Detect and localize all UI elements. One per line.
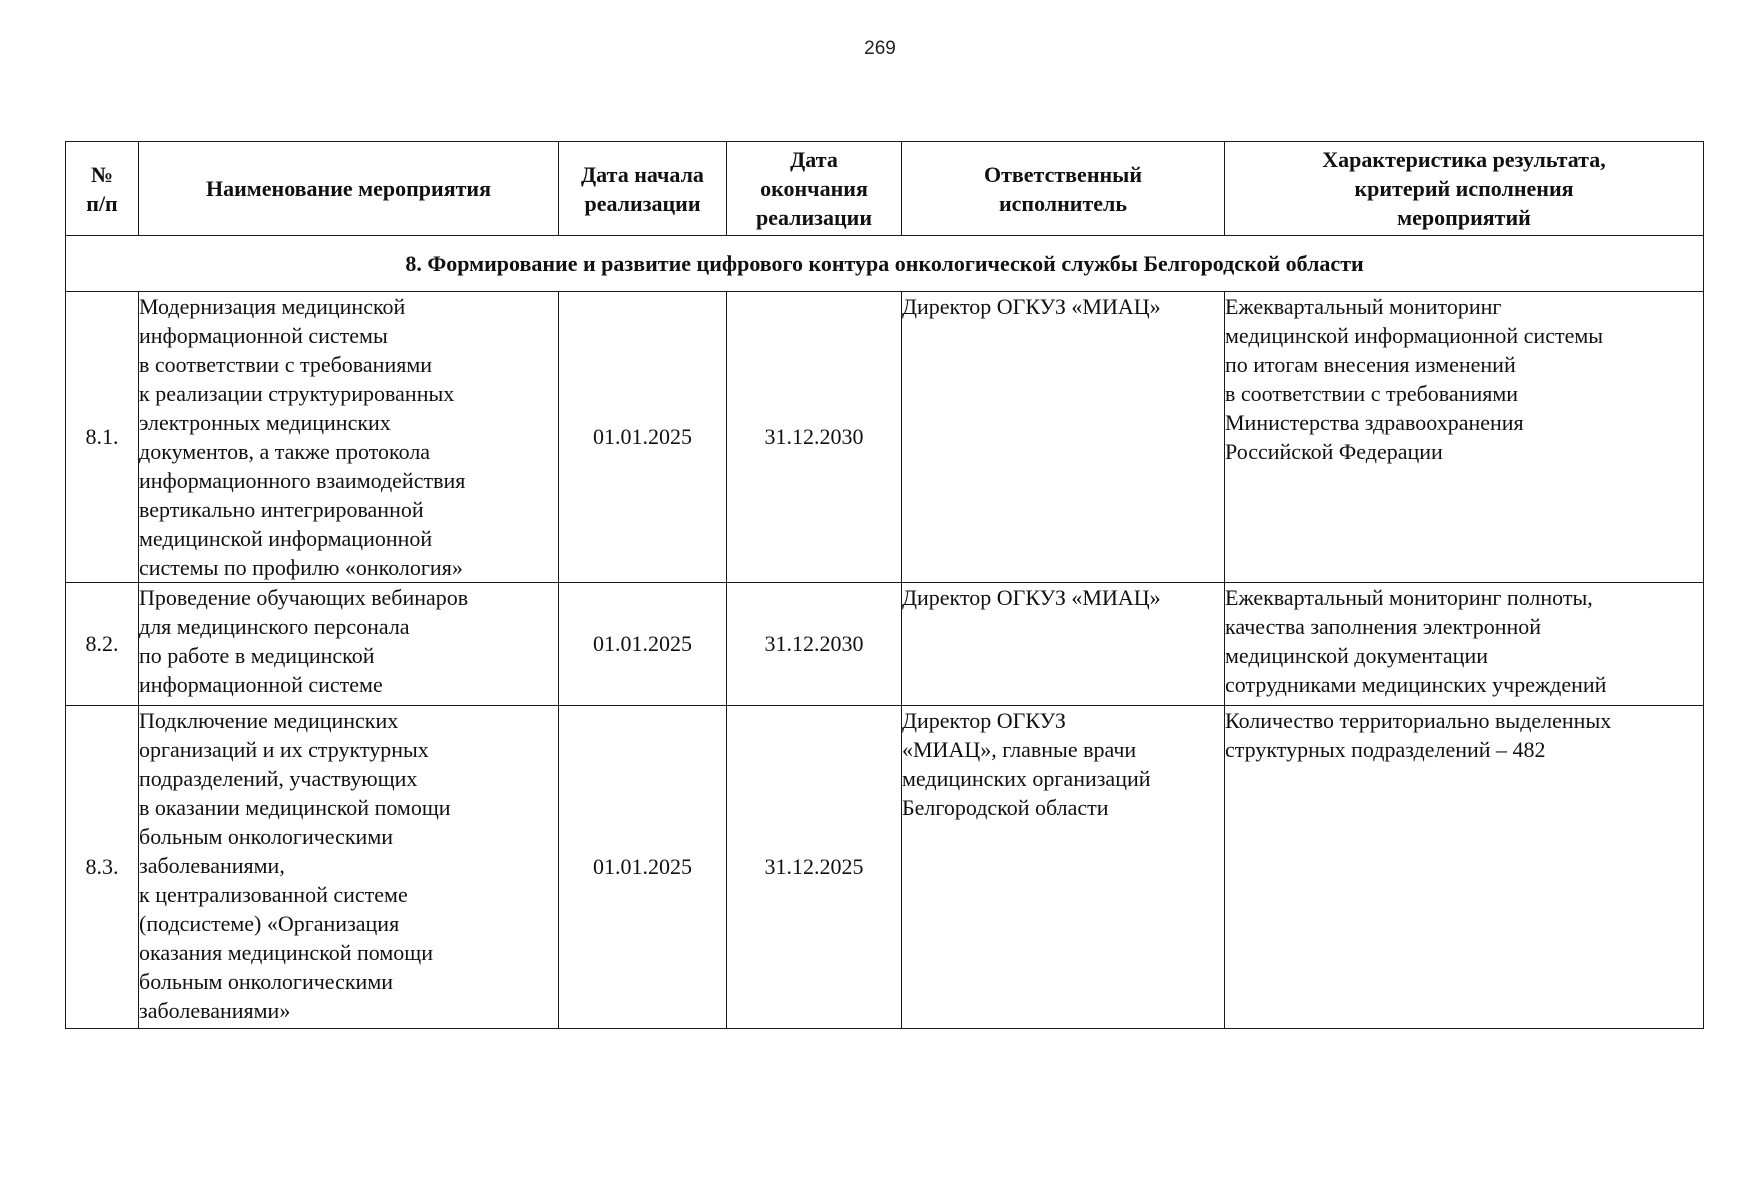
row-number: 8.3. — [66, 706, 139, 1029]
activity-name-line: к централизованной системе — [139, 882, 408, 907]
header-num-line: № — [90, 161, 114, 187]
responsible-executor — [902, 292, 1225, 583]
activity-name-line: подразделений, участвующих — [139, 766, 418, 791]
result-line: медицинской документации — [1225, 643, 1489, 668]
responsible-line: медицинских организаций — [902, 766, 1151, 791]
header-num-line: п/п — [86, 190, 118, 216]
responsible-line: Директор ОГКУЗ «МИАЦ» — [902, 585, 1161, 610]
result-criteria — [1225, 706, 1704, 1029]
end-date: 31.12.2025 — [727, 706, 902, 1029]
activity-name-line: оказания медицинской помощи — [139, 940, 434, 965]
result-line: по итогам внесения изменений — [1225, 352, 1516, 377]
header-resp-line: исполнитель — [998, 190, 1128, 216]
activity-name-line: информационной системе — [139, 672, 383, 697]
result-line: качества заполнения электронной — [1225, 614, 1542, 639]
result-line: структурных подразделений – 482 — [1225, 737, 1546, 762]
responsible-executor — [902, 706, 1225, 1029]
row-number: 8.1. — [66, 292, 139, 583]
header-end-line: окончания — [760, 176, 868, 201]
start-date: 01.01.2025 — [559, 292, 727, 583]
result-line: в соответствии с требованиями — [1225, 381, 1519, 406]
activity-name-line: больным онкологическими — [139, 824, 394, 849]
table-header-row — [66, 142, 1704, 236]
activity-name — [139, 292, 559, 583]
activity-name-line: заболеваниями» — [139, 998, 291, 1023]
header-start-line: Дата начала — [581, 161, 704, 187]
activity-name-line: информационной системы — [139, 323, 388, 348]
activity-name-line: организаций и их структурных — [139, 737, 429, 762]
table-row — [66, 583, 1704, 706]
activity-name — [139, 706, 559, 1029]
section-row — [66, 236, 1704, 292]
header-result-line: Характеристика результата, — [1322, 147, 1606, 172]
header-start-date — [559, 142, 727, 236]
responsible-line: Белгородской области — [902, 795, 1109, 820]
section-title: 8. Формирование и развитие цифрового контура онкологической службы Белгородской области — [66, 236, 1704, 292]
table-row — [66, 706, 1704, 1029]
header-result-line: критерий исполнения — [1354, 176, 1574, 201]
header-end-date — [727, 142, 902, 236]
activity-name-line: к реализации структурированных — [139, 381, 455, 406]
activity-name-line: Подключение медицинских — [139, 708, 399, 733]
header-name-line: Наименование мероприятия — [205, 176, 492, 201]
responsible-line: Директор ОГКУЗ — [902, 708, 1066, 733]
activity-name-line: Модернизация медицинской — [139, 294, 406, 319]
result-line: Ежеквартальный мониторинг полноты, — [1225, 585, 1593, 610]
activity-name-line: (подсистеме) «Организация — [139, 911, 400, 936]
responsible-line: Директор ОГКУЗ «МИАЦ» — [902, 294, 1161, 319]
start-date: 01.01.2025 — [559, 706, 727, 1029]
activity-name-line: для медицинского персонала — [139, 614, 410, 639]
result-line: Министерства здравоохранения — [1225, 410, 1524, 435]
activity-name-line: системы по профилю «онкология» — [139, 555, 463, 580]
activity-name-line: электронных медицинских — [139, 410, 391, 435]
activity-name-line: вертикально интегрированной — [139, 497, 424, 522]
header-name — [139, 142, 559, 236]
responsible-executor — [902, 583, 1225, 706]
activity-name — [139, 583, 559, 706]
result-line: медицинской информационной системы — [1225, 323, 1604, 348]
page-number: 269 — [864, 38, 896, 59]
result-line: Ежеквартальный мониторинг — [1225, 294, 1502, 319]
activity-name-line: Проведение обучающих вебинаров — [139, 585, 469, 610]
activity-name-line: заболеваниями, — [139, 853, 285, 878]
header-result-line: мероприятий — [1397, 205, 1531, 230]
header-result — [1225, 142, 1704, 236]
activities-table — [65, 141, 1704, 1029]
end-date: 31.12.2030 — [727, 583, 902, 706]
activity-name-line: документов, а также протокола — [139, 439, 431, 464]
activity-name-line: информационного взаимодействия — [139, 468, 466, 493]
header-end-line: Дата — [790, 147, 838, 172]
header-resp-line: Ответственный — [983, 161, 1143, 187]
row-number: 8.2. — [66, 583, 139, 706]
activity-name-line: в оказании медицинской помощи — [139, 795, 451, 820]
header-num — [66, 142, 139, 236]
result-line: Количество территориально выделенных — [1225, 708, 1612, 733]
start-date: 01.01.2025 — [559, 583, 727, 706]
activity-name-line: больным онкологическими — [139, 969, 394, 994]
table-row — [66, 292, 1704, 583]
responsible-line: «МИАЦ», главные врачи — [902, 737, 1137, 762]
activity-name-line: медицинской информационной — [139, 526, 433, 551]
result-criteria — [1225, 292, 1704, 583]
header-responsible — [902, 142, 1225, 236]
activity-name-line: по работе в медицинской — [139, 643, 375, 668]
end-date: 31.12.2030 — [727, 292, 902, 583]
result-criteria — [1225, 583, 1704, 706]
header-start-line: реализации — [584, 190, 701, 216]
result-line: сотрудниками медицинских учреждений — [1225, 672, 1607, 697]
activity-name-line: в соответствии с требованиями — [139, 352, 433, 377]
header-end-line: реализации — [755, 205, 873, 230]
result-line: Российской Федерации — [1225, 439, 1443, 464]
